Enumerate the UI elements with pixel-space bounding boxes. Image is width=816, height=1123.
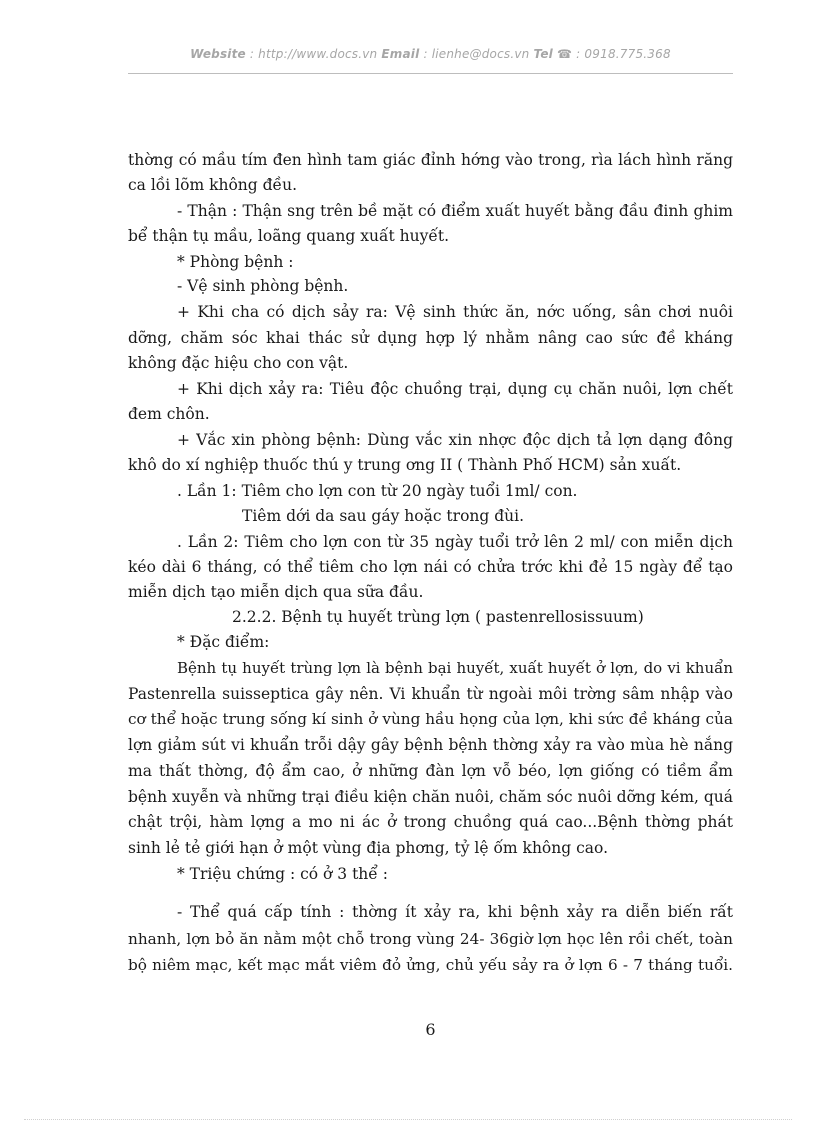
body-line: đem chôn.	[128, 405, 210, 423]
tel-value: ☎ : 0918.775.368	[557, 47, 671, 61]
body-line: bệnh xuyễn và những trại điều kiện chăn nuôi, chăm sóc nuôi dỡng kém, quá	[128, 788, 734, 806]
body-line: Pastenrella suisseptica gây nên. Vi khuẩn từ ngoài môi trờng sâm nhập vào	[128, 685, 733, 703]
header-divider	[128, 73, 733, 74]
footer-divider	[24, 1119, 792, 1120]
body-line: . Lần 1: Tiêm cho lợn con từ 20 ngày tuổi 1ml/ con.	[177, 482, 578, 500]
body-line: khô do xí nghiệp thuốc thú y trung ơng II ( Thành Phố HCM) sản xuất.	[128, 456, 682, 474]
email-value: : lienhe@docs.vn	[423, 47, 530, 61]
body-line: * Phòng bệnh :	[177, 253, 294, 271]
body-line: - Thể quá cấp tính : thờng ít xảy ra, khi bệnh xảy ra diễn biến rất	[177, 903, 733, 921]
body-line: ca lồi lõm không đều.	[128, 176, 297, 194]
website-label: Website	[190, 47, 246, 61]
body-line: thờng có mầu tím đen hình tam giác đỉnh hớng vào trong, rìa lách hình răng	[128, 151, 733, 169]
body-line: * Đặc điểm:	[177, 633, 270, 651]
body-line: nhanh, lợn bỏ ăn nằm một chỗ trong vùng 24- 36giờ lợn học lên rồi chết, toàn	[128, 930, 733, 948]
body-line: - Thận : Thận sng trên bề mặt có điểm xuất huyết bằng đầu đinh ghim	[177, 202, 733, 220]
body-line: không đặc hiệu cho con vật.	[128, 354, 349, 372]
body-line: cơ thể hoặc trung sống kí sinh ở vùng hầu họng của lợn, khi sức đề kháng của	[128, 710, 733, 728]
body-line: Bệnh tụ huyết trùng lợn là bệnh bại huyết, xuất huyết ở lợn, do vi khuẩn	[177, 659, 733, 677]
body-line: . Lần 2: Tiêm cho lợn con từ 35 ngày tuổi trở lên 2 ml/ con miễn dịch	[177, 533, 733, 551]
body-line: sinh lẻ tẻ giới hạn ở một vùng địa phơng, tỷ lệ ốm không cao.	[128, 839, 609, 857]
body-line: + Khi dịch xảy ra: Tiêu độc chuồng trại, dụng cụ chăn nuôi, lợn chết	[177, 380, 733, 398]
section-heading: 2.2.2. Bệnh tụ huyết trùng lợn ( pastenrellosissuum)	[232, 608, 644, 626]
body-line: chật trội, hàm lợng a mo ni ác ở trong chuồng quá cao...Bệnh thờng phát	[128, 813, 733, 831]
body-line: Tiêm dới da sau gáy hoặc trong đùi.	[242, 507, 525, 525]
body-line: kéo dài 6 tháng, có thể tiêm cho lợn nái có chửa trớc khi đẻ 15 ngày để tạo	[128, 558, 733, 576]
body-line: - Vệ sinh phòng bệnh.	[177, 277, 349, 295]
body-line: bộ niêm mạc, kết mạc mắt viêm đỏ ửng, chủ yếu sảy ra ở lợn 6 - 7 tháng tuổi.	[128, 956, 733, 974]
body-line: miễn dịch tạo miễn dịch qua sữa đầu.	[128, 583, 424, 601]
page-number: 6	[425, 1020, 436, 1039]
body-line: + Vắc xin phòng bệnh: Dùng vắc xin nhợc độc dịch tả lợn dạng đông	[177, 431, 733, 449]
body-line: dỡng, chăm sóc khai thác sử dụng hợp lý nhằm nâng cao sức đề kháng	[128, 329, 733, 347]
tel-label: Tel	[533, 47, 553, 61]
body-line: lợn giảm sút vi khuẩn trỗi dậy gây bệnh bệnh thờng xảy ra vào mùa hè nắng	[128, 736, 733, 754]
body-line: ma thất thờng, độ ẩm cao, ở những đàn lợn vỗ béo, lợn giống có tiềm ẩm	[128, 762, 733, 780]
body-line: bể thận tụ mầu, loãng quang xuất huyết.	[128, 227, 450, 245]
body-line: * Triệu chứng : có ở 3 thể :	[177, 865, 388, 883]
page-header	[128, 47, 733, 61]
body-line: + Khi cha có dịch sảy ra: Vệ sinh thức ăn, nớc uống, sân chơi nuôi	[177, 303, 733, 321]
website-value: : http://www.docs.vn	[249, 47, 378, 61]
email-label: Email	[381, 47, 420, 61]
